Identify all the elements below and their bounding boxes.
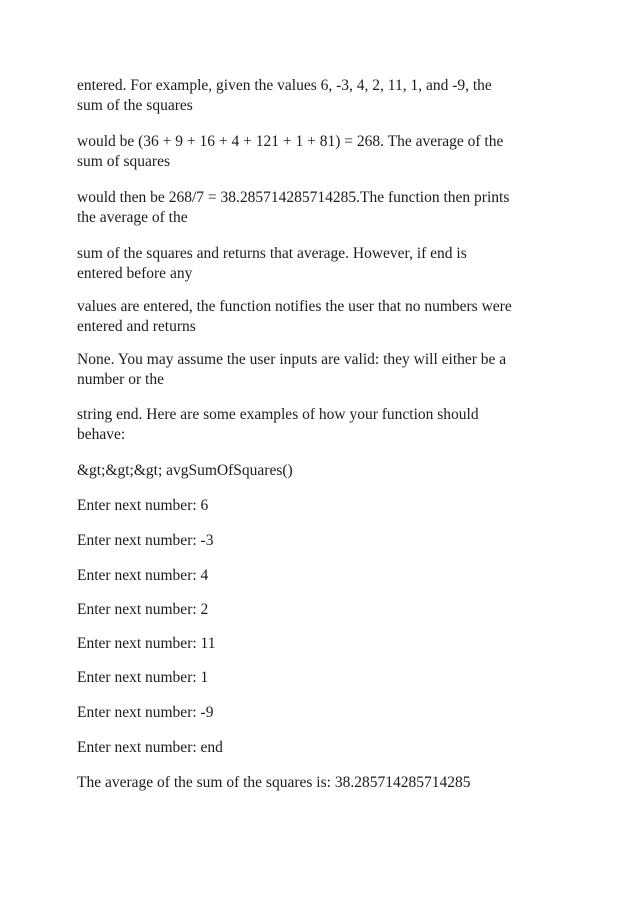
text-line: the average of the bbox=[77, 209, 188, 226]
text-line: sum of squares bbox=[77, 153, 170, 170]
code-input-line bbox=[77, 600, 567, 620]
code-input-line bbox=[77, 703, 567, 723]
text-line: The average of the sum of the squares is: 38.285714285714285 bbox=[77, 774, 471, 791]
text-line: entered. For example, given the values 6, -3, 4, 2, 11, 1, and -9, the bbox=[77, 77, 492, 94]
code-input-line bbox=[77, 496, 567, 516]
text-line: sum of the squares and returns that average. However, if end is bbox=[77, 245, 467, 262]
paragraph-returns bbox=[77, 244, 567, 284]
text-line: values are entered, the function notifies the user that no numbers were bbox=[77, 298, 512, 315]
code-prompt-line bbox=[77, 461, 567, 481]
text-line: Enter next number: 6 bbox=[77, 497, 209, 514]
paragraph-sum-calculation bbox=[77, 132, 567, 172]
code-input-line bbox=[77, 566, 567, 586]
paragraph-average-calculation bbox=[77, 188, 567, 228]
text-line: string end. Here are some examples of how your function should bbox=[77, 406, 479, 423]
text-line: Enter next number: -9 bbox=[77, 704, 214, 721]
text-line: Enter next number: 1 bbox=[77, 669, 209, 686]
text-line: Enter next number: end bbox=[77, 739, 223, 756]
text-line: number or the bbox=[77, 371, 164, 388]
code-input-line bbox=[77, 738, 567, 758]
text-line: Enter next number: 2 bbox=[77, 601, 209, 618]
text-line: &gt;&gt;&gt; avgSumOfSquares() bbox=[77, 462, 293, 479]
code-output-line bbox=[77, 773, 567, 793]
code-input-line bbox=[77, 634, 567, 654]
text-line: would be (36 + 9 + 16 + 4 + 121 + 1 + 81) = 268. The average of the bbox=[77, 133, 504, 150]
code-input-line bbox=[77, 531, 567, 551]
text-line: Enter next number: -3 bbox=[77, 532, 214, 549]
text-line: behave: bbox=[77, 426, 126, 443]
paragraph-valid-inputs bbox=[77, 350, 567, 390]
text-line: None. You may assume the user inputs are valid: they will either be a bbox=[77, 351, 507, 368]
text-line: would then be 268/7 = 38.285714285714285.The function then prints bbox=[77, 189, 510, 206]
paragraph-intro bbox=[77, 76, 567, 116]
paragraph-examples-intro bbox=[77, 405, 567, 445]
text-line: Enter next number: 4 bbox=[77, 567, 209, 584]
text-line: Enter next number: 11 bbox=[77, 635, 216, 652]
text-line: sum of the squares bbox=[77, 97, 193, 114]
text-line: entered before any bbox=[77, 265, 193, 282]
paragraph-no-numbers bbox=[77, 297, 567, 337]
code-input-line bbox=[77, 668, 567, 688]
text-line: entered and returns bbox=[77, 318, 196, 335]
